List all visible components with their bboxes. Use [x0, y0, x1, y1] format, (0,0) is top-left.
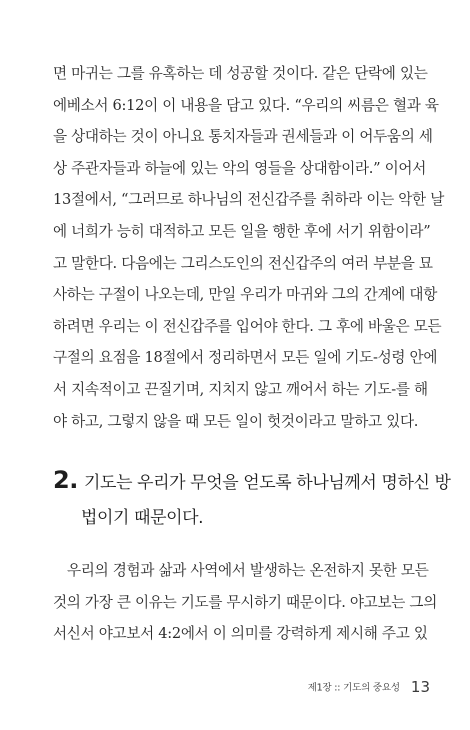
text-line: 야 하고, 그렇지 않을 때 모든 일이 헛것이라고 말하고 있다. [53, 412, 419, 430]
text-line: 13절에서, “그러므로 하나님의 전신갑주를 취하라 이는 악한 날 [53, 191, 444, 209]
chapter-label: 제1장 :: 기도의 중요성 [307, 682, 400, 694]
text-line: 고 말한다. 다음에는 그리스도인의 전신갑주의 여러 부분을 묘 [53, 254, 433, 272]
text-line: 것의 가장 큰 이유는 기도를 무시하기 때문이다. 야고보는 그의 [53, 593, 437, 611]
text-line: 에베소서 6:12이 이 내용을 담고 있다. “우리의 씨름은 혈과 육 [53, 96, 439, 114]
section-heading [53, 461, 451, 537]
text-line: 을 상대하는 것이 아니요 통치자들과 권세들과 이 어두움의 세 [53, 128, 433, 146]
page-footer [308, 676, 430, 696]
section-heading-line [53, 461, 451, 499]
section-heading-text: 기도는 우리가 무엇을 얻도록 하나님께서 명하신 방 [84, 473, 451, 493]
text-line: 서신서 야고보서 4:2에서 이 의미를 강력하게 제시해 주고 있 [53, 625, 428, 643]
text-line: 에 너희가 능히 대적하고 모든 일을 행한 후에 서기 위함이라” [53, 222, 431, 240]
section-paragraph [53, 555, 437, 650]
page-number: 13 [410, 677, 430, 696]
text-line: 사하는 구절이 나오는데, 만일 우리가 마귀와 그의 간계에 대항 [53, 286, 437, 304]
text-line: 하려면 우리는 이 전신갑주를 입어야 한다. 그 후에 바울은 모든 [53, 317, 442, 335]
body-paragraph [53, 58, 444, 437]
text-line: 서 지속적이고 끈질기며, 지치지 않고 깨어서 하는 기도-를 해 [53, 380, 428, 398]
section-number: 2. [53, 466, 79, 494]
text-line: 우리의 경험과 삶과 사역에서 발생하는 온전하지 못한 모든 [67, 562, 429, 579]
text-line: 상 주관자들과 하늘에 있는 악의 영들을 상대함이라.” 이어서 [53, 159, 427, 177]
section-heading-line: 법이기 때문이다. [81, 508, 204, 528]
text-line: 구절의 요점을 18절에서 정리하면서 모든 일에 기도-성령 안에 [53, 349, 438, 367]
text-line: 면 마귀는 그를 유혹하는 데 성공할 것이다. 같은 단락에 있는 [53, 65, 428, 82]
